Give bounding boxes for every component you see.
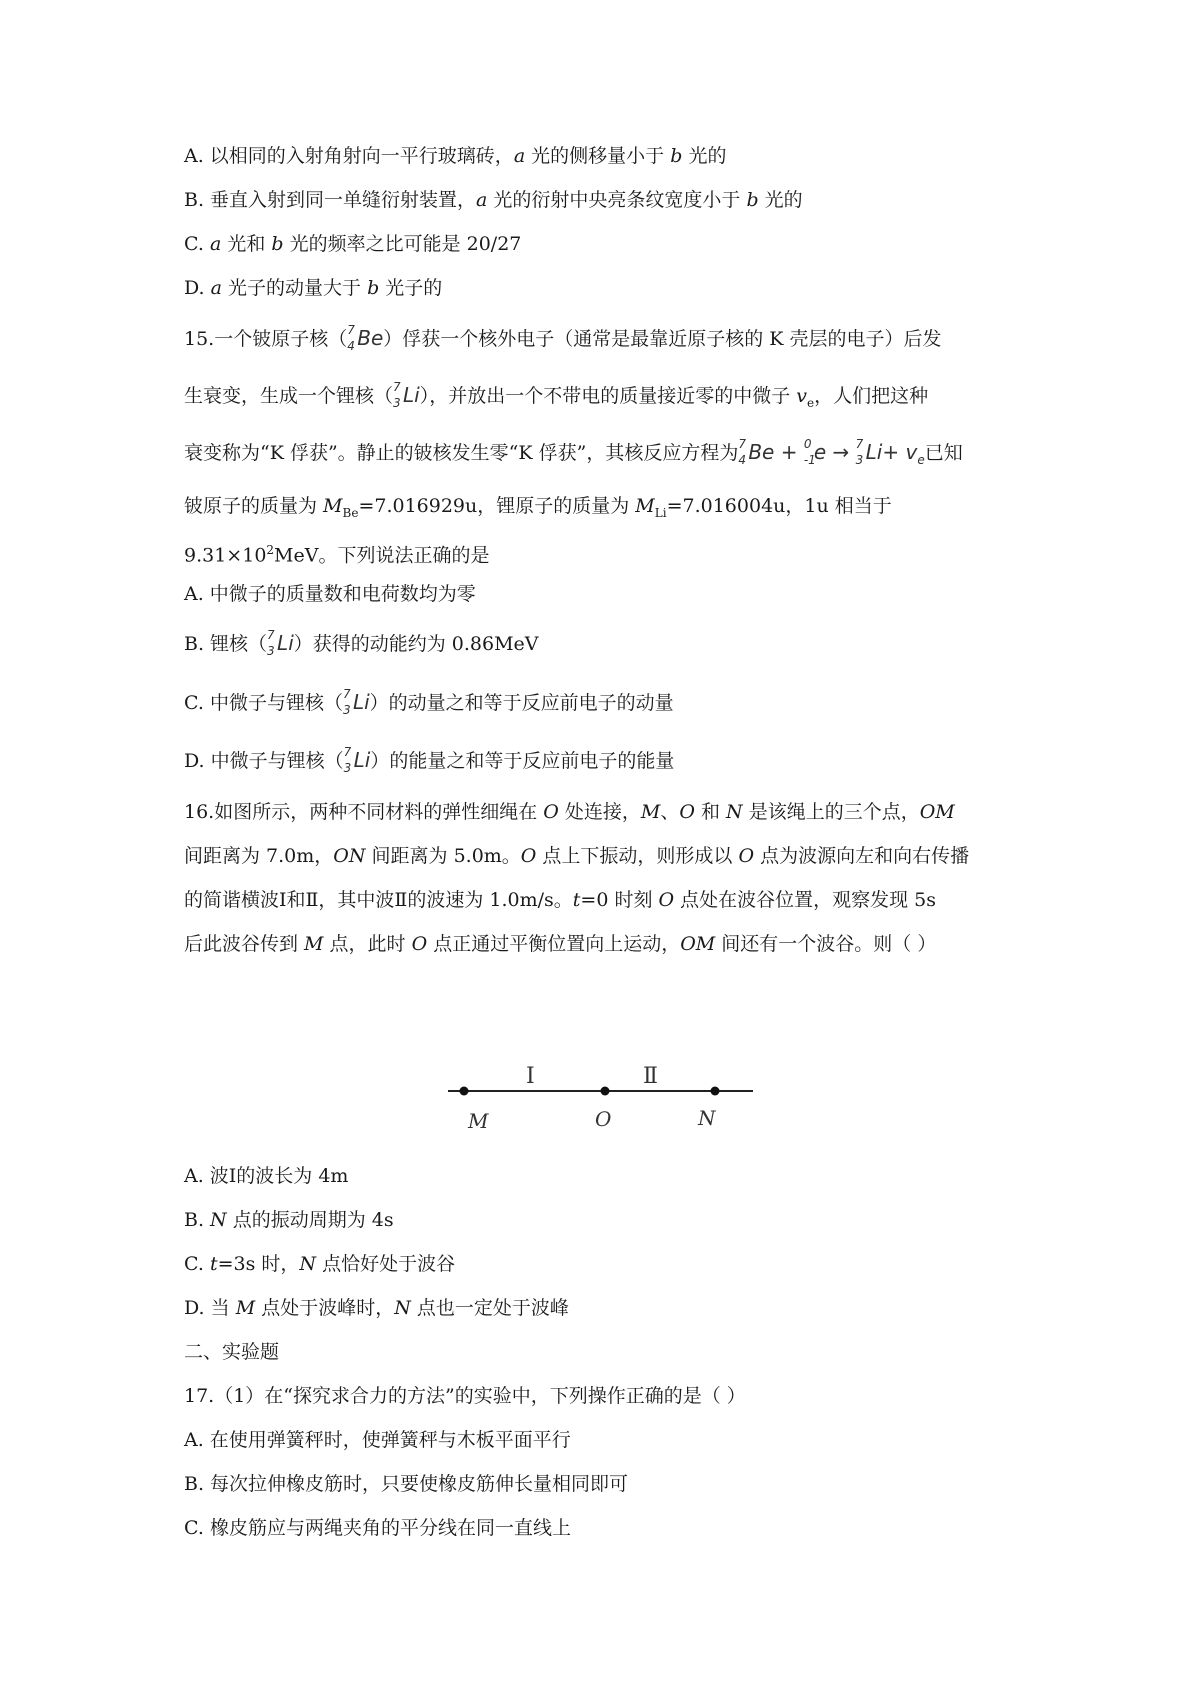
q15-stem-line4: 铍原子的质量为 $M_{Be}=7.016929u$，锂原子的质量为 $M_{Li}=7.016004u$，1u 相当于 — [184, 495, 892, 520]
q16-option-c: C. t=3s 时，N 点恰好处于波谷 — [184, 1253, 456, 1275]
point-o-label: O — [595, 1107, 612, 1131]
q15-stem-line5: $9.31\times 10^2MeV$。下列说法正确的是 — [184, 543, 490, 567]
q14-option-d: D. a 光子的动量大于 b 光子的 — [184, 277, 443, 299]
q15-option-c: C. 中微子与锂核（ 7 3 Li）的动量之和等于反应前电子的动量 — [184, 687, 674, 717]
q15-option-b: B. 锂核（ 7 3 Li）获得的动能约为 0.86MeV — [184, 628, 539, 658]
point-o-dot — [601, 1087, 610, 1096]
rope-diagram — [440, 1058, 770, 1138]
q16-stem-line4: 后此波谷传到 M 点，此时 O 点正通过平衡位置向上运动，OM 间还有一个波谷。则（ ） — [184, 933, 937, 955]
q14-option-b: B. 垂直入射到同一单缝衍射装置，a 光的衍射中央亮条纹宽度小于 b 光的 — [184, 189, 803, 211]
q14-option-c: C. a 光和 b 光的频率之比可能是 20/27 — [184, 233, 522, 255]
wave-i-label: Ⅰ — [526, 1064, 535, 1089]
q15-option-d: D. 中微子与锂核（ 7 3 Li）的能量之和等于反应前电子的能量 — [184, 745, 675, 775]
point-m-label: M — [468, 1109, 489, 1133]
q17-option-b: B. 每次拉伸橡皮筋时，只要使橡皮筋伸长量相同即可 — [184, 1473, 629, 1495]
q16-stem-line2: 间距离为 7.0m，ON 间距离为 5.0m。O 点上下振动，则形成以 O 点为波源向左和向右传播 — [184, 845, 970, 867]
q16-stem-line1: 16.如图所示，两种不同材料的弹性细绳在 O 处连接，M、O 和 N 是该绳上的三个点，OM — [184, 801, 955, 823]
q15-stem-line2: 生衰变，生成一个锂核（ 7 3 Li），并放出一个不带电的质量接近零的中微子 $v_e$，人们把这种 — [184, 380, 929, 410]
point-n-label: N — [698, 1106, 716, 1130]
q14-option-a: A. 以相同的入射角射向一平行玻璃砖，a 光的侧移量小于 b 光的 — [184, 145, 727, 167]
q16-option-d: D. 当 M 点处于波峰时，N 点也一定处于波峰 — [184, 1297, 569, 1319]
beryllium-nucleus: 7 4 Be — [347, 323, 384, 353]
point-n-dot — [711, 1087, 720, 1096]
q16-option-b: B. N 点的振动周期为 4s — [184, 1209, 394, 1231]
nuclear-reaction-equation: 7 4 Be + 0 -1 e → 7 3 $Li+ v_e$ — [738, 437, 925, 467]
q16-option-a: A. 波Ⅰ的波长为 4m — [184, 1165, 349, 1187]
q17-stem: 17.（1）在“探究求合力的方法”的实验中，下列操作正确的是（ ） — [184, 1385, 746, 1407]
q15-option-a: A. 中微子的质量数和电荷数均为零 — [184, 583, 476, 605]
section-heading: 二、实验题 — [184, 1341, 280, 1363]
wave-ii-label: Ⅱ — [643, 1064, 658, 1089]
q17-option-c: C. 橡皮筋应与两绳夹角的平分线在同一直线上 — [184, 1517, 571, 1539]
lithium-nucleus: 7 3 Li — [393, 380, 420, 410]
q15-stem-line1: 15.一个铍原子核（ 7 4 Be）俘获一个核外电子（通常是最靠近原子核的 K 壳层的电子）后发 — [184, 323, 942, 353]
q17-option-a: A. 在使用弹簧秤时，使弹簧秤与木板平面平行 — [184, 1429, 571, 1451]
point-m-dot — [460, 1087, 469, 1096]
q16-stem-line3: 的简谐横波Ⅰ和Ⅱ，其中波Ⅱ的波速为 1.0m/s。t=0 时刻 O 点处在波谷位置，观察发现 5s — [184, 889, 936, 911]
q15-stem-line3: 衰变称为“K 俘获”。静止的铍核发生零“K 俘获”，其核反应方程为 7 4 Be + 0 -1 e → 7 3 $Li+ v_e$已知 — [184, 437, 963, 467]
